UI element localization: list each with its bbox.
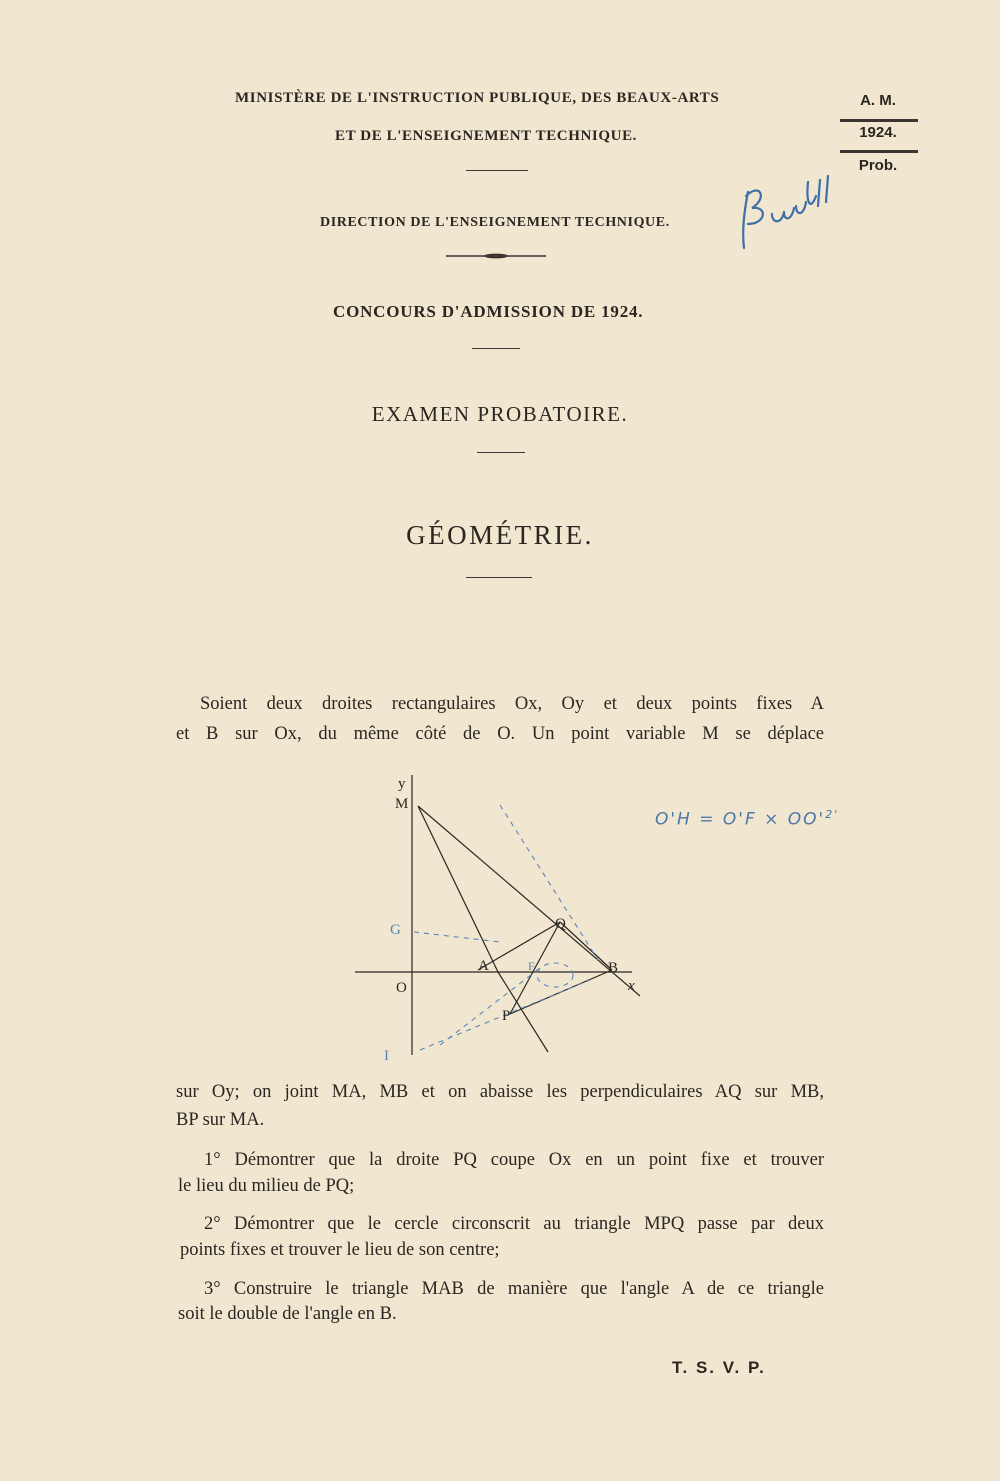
line-PQ: [510, 922, 560, 1014]
question-2-line-1: 2° Démontrer que le cercle circonscrit au triangle MPQ passe par deux: [204, 1214, 824, 1234]
label-P: P: [502, 1008, 511, 1024]
problem-cont-line-2: BP sur MA.: [176, 1110, 265, 1130]
subject-title: GÉOMÉTRIE.: [406, 520, 594, 550]
problem-cont-line-1: sur Oy; on joint MA, MB et on abaisse les perpendiculaires AQ sur MB,: [176, 1082, 824, 1102]
label-B: B: [608, 960, 619, 976]
line-AQ: [478, 922, 560, 970]
question-3-line-1: 3° Construire le triangle MAB de manière que l'angle A de ce triangle: [204, 1279, 824, 1299]
label-x: x: [628, 978, 635, 994]
divider-4: [466, 577, 532, 578]
direction-line: DIRECTION DE L'ENSEIGNEMENT TECHNIQUE.: [320, 215, 670, 230]
ministry-line-2: ET DE L'ENSEIGNEMENT TECHNIQUE.: [335, 128, 638, 144]
reference-rule-2: [840, 150, 918, 153]
turn-over-note: T. S. V. P.: [672, 1358, 766, 1377]
label-G: G: [390, 922, 401, 938]
line-QB: [560, 922, 612, 970]
divider-1: [466, 170, 528, 171]
handwritten-formula-sup: 2: [825, 808, 835, 821]
reference-code: A. M.: [860, 92, 896, 109]
handwritten-formula-sup2: ': [834, 808, 840, 821]
handwritten-formula-text: O'H = O'F × OO': [655, 809, 826, 830]
handwritten-formula: [655, 808, 839, 830]
label-F: F: [528, 959, 535, 973]
reference-year: 1924.: [859, 124, 897, 141]
label-I: I: [384, 1048, 389, 1064]
exam-title: EXAMEN PROBATOIRE.: [371, 402, 629, 426]
label-O: O: [396, 980, 407, 996]
geometry-figure: [350, 770, 650, 1070]
reference-type: Prob.: [858, 157, 898, 174]
construction-circle: [537, 963, 573, 987]
label-A: A: [478, 958, 489, 974]
concours-title: CONCOURS D'ADMISSION DE 1924.: [333, 302, 644, 321]
problem-intro-line-2: et B sur Ox, du même côté de O. Un point variable M se déplace: [176, 724, 824, 744]
line-MA: [418, 806, 498, 972]
label-M: M: [395, 796, 409, 812]
reference-rule-1: [840, 119, 918, 122]
divider-2: [472, 348, 520, 349]
ornament-divider: [446, 250, 546, 262]
problem-intro-line-1: Soient deux droites rectangulaires Ox, Oy et deux points fixes A: [200, 694, 824, 714]
label-Q: Q: [555, 916, 566, 932]
question-1-line-2: le lieu du milieu de PQ;: [178, 1176, 355, 1196]
signature: [738, 172, 838, 254]
construction-line-4: [500, 805, 598, 960]
question-2-line-2: points fixes et trouver le lieu de son centre;: [180, 1240, 500, 1260]
construction-line-1: [414, 932, 500, 942]
ministry-line-1: MINISTÈRE DE L'INSTRUCTION PUBLIQUE, DES BEAUX-ARTS: [235, 90, 720, 106]
question-1-line-1: 1° Démontrer que la droite PQ coupe Ox en un point fixe et trouver: [204, 1150, 824, 1170]
divider-3: [477, 452, 525, 453]
label-y: y: [398, 776, 406, 792]
question-3-line-2: soit le double de l'angle en B.: [178, 1304, 397, 1324]
